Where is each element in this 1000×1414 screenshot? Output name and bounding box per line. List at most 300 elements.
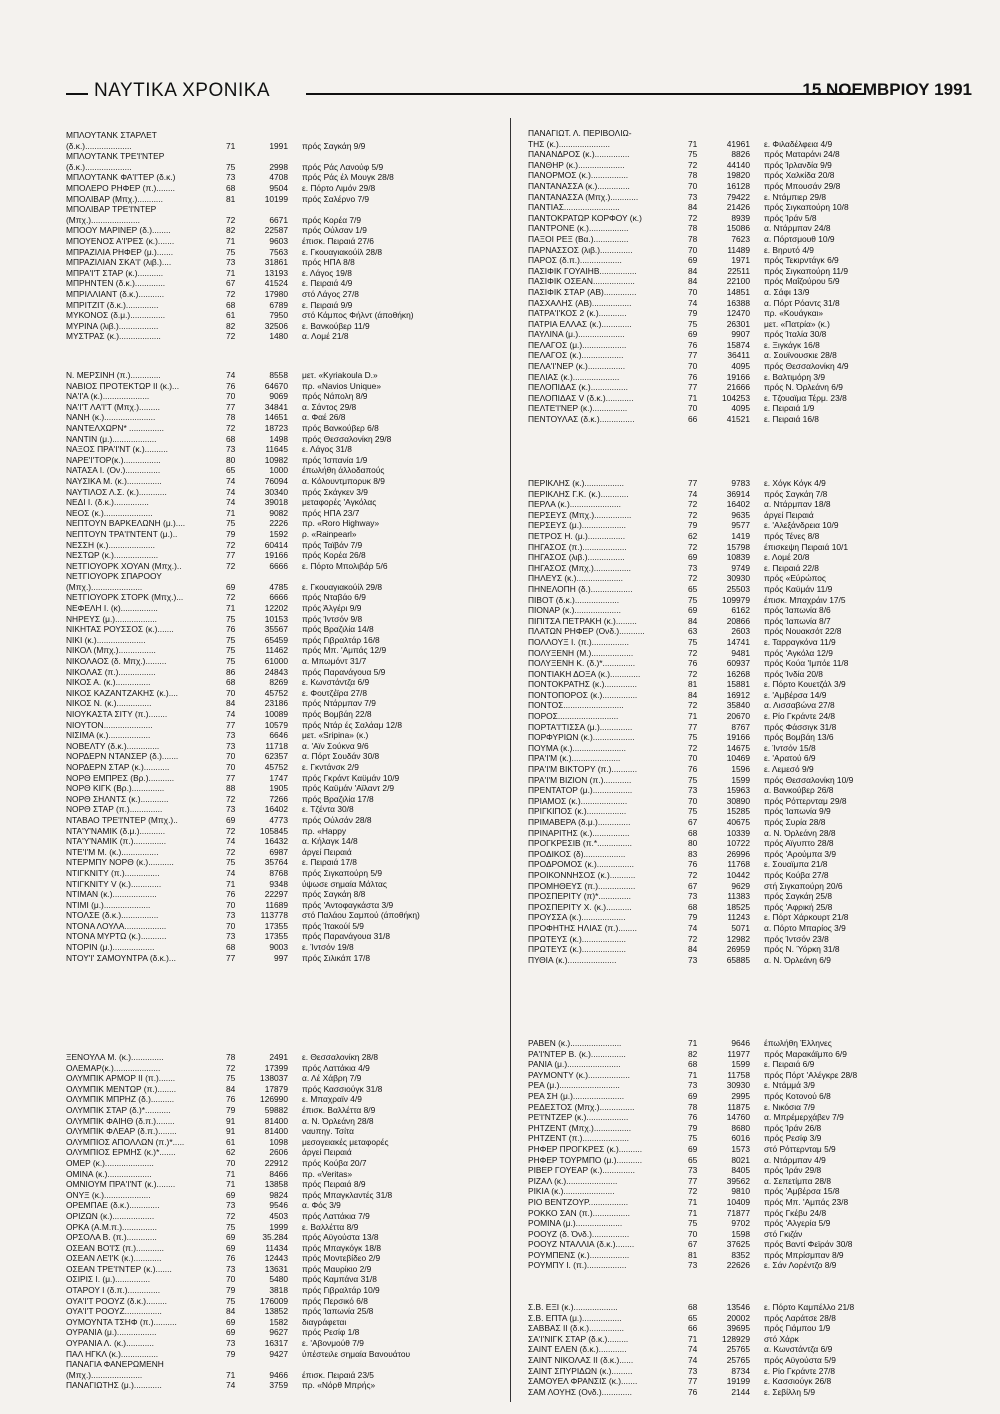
ship-name: ΝΤΕΡΜΠΥ ΝΟΡΘ (κ.)........... — [66, 857, 174, 868]
voyage-note: πρός Αϋγούστα 13/8 — [302, 1232, 379, 1243]
voyage-note: πρός Αϊγυπτο 28/8 — [764, 838, 834, 849]
tonnage: 3759 — [269, 1380, 288, 1391]
build-year: 74 — [226, 867, 236, 878]
tonnage: 6789 — [269, 299, 288, 310]
table-row — [66, 1211, 496, 1222]
voyage-note: α. 'Αϊν Σούκνα 9/6 — [302, 740, 369, 751]
build-year: 73 — [688, 891, 698, 902]
ship-name: ΝΑΞΟΣ ΠΡΑ'Ι'ΝΤ (κ.).......... — [66, 444, 168, 455]
tonnage: 11462 — [265, 645, 288, 656]
table-row — [66, 582, 496, 593]
voyage-note: ε. Γκντάνσκ 2/9 — [302, 761, 359, 772]
tonnage: 35764 — [264, 857, 288, 868]
ship-name: ΝΙΟΥΚΑΣΤΑ ΣΙΤΥ (π.)........ — [66, 709, 168, 719]
voyage-note: πρός Ν. Ύόρκη 31/8 — [764, 944, 840, 955]
ship-name: ΠΡΟΜΗΘΕΥΣ (π.)................ — [528, 880, 636, 891]
ship-name: ΣΑΙΝΤ ΝΙΚΟΛΑΣ ΙΙ (δ.κ.)...... — [528, 1354, 634, 1365]
section-pe-py — [528, 478, 958, 965]
table-row — [528, 658, 958, 669]
table-row — [66, 645, 496, 656]
tonnage: 60414 — [264, 539, 288, 550]
tonnage: 11383 — [727, 891, 750, 902]
ship-name: ΝΙΚΟΛ (Μπχ.)................ — [66, 645, 156, 656]
table-row — [66, 836, 496, 847]
ship-name: ΠΑΡΝΑΣΣΟΣ (λιβ.).............. — [528, 244, 633, 255]
build-year: 77 — [226, 550, 236, 561]
build-year: 70 — [688, 795, 698, 806]
voyage-note: πρός Ίσπανία 1/9 — [302, 454, 368, 465]
build-year: 71 — [688, 1038, 698, 1048]
build-year: 80 — [688, 838, 698, 849]
build-year: 74 — [688, 297, 698, 308]
tonnage: 9603 — [269, 235, 288, 246]
table-row — [528, 520, 958, 531]
table-row — [528, 626, 958, 637]
build-year: 81 — [226, 193, 236, 204]
build-year: 74 — [226, 709, 236, 719]
table-row — [528, 849, 958, 860]
table-row — [528, 648, 958, 659]
voyage-note: πρός Μοντεβίδεο 2/9 — [302, 1253, 381, 1264]
table-row — [528, 806, 958, 817]
tonnage: 4095 — [731, 403, 750, 414]
tonnage: 8768 — [269, 867, 288, 878]
build-year: 72 — [688, 159, 698, 170]
voyage-note: ε. Πειραιά 4/9 — [302, 278, 353, 289]
table-row — [66, 762, 496, 773]
table-row — [66, 391, 496, 402]
table-row — [528, 499, 958, 510]
tonnage: 15874 — [726, 339, 750, 350]
table-row — [528, 573, 958, 584]
table-row — [528, 1344, 958, 1355]
ship-name: ΝΕΣΣΗ (κ.).................... — [66, 539, 155, 550]
tonnage: 79422 — [726, 191, 750, 202]
build-year: 75 — [226, 518, 236, 529]
tonnage: 10839 — [726, 552, 750, 563]
voyage-note: α. Ν. Όρλεάνη 6/9 — [764, 954, 831, 965]
voyage-note: ύπέστειλε σημαία Βανουάτου — [302, 1348, 411, 1359]
tonnage: 9646 — [731, 1038, 750, 1048]
voyage-note: πρός Ούλσάν 28/8 — [302, 814, 372, 825]
table-row — [66, 381, 496, 392]
ship-name: ΠΑΡΟΣ (δ.π.).................. — [528, 255, 622, 266]
ship-name: ΠΡΑ'Ι'Μ (κ.)..................... — [528, 753, 621, 764]
ship-name: ΟΛΥΜΠΙΚ ΦΑΙΗΘ (δ.π.)........ — [66, 1115, 175, 1126]
table-row — [66, 540, 496, 551]
voyage-note: πρός Ματαράνι 24/8 — [764, 149, 840, 160]
tonnage: 7950 — [269, 310, 288, 321]
ship-name: ΟΡΚΑ (Α.Μ.π.)............... — [66, 1221, 157, 1232]
tonnage: 11434 — [265, 1242, 288, 1253]
ship-name: (Μπχ.)..................... — [66, 214, 140, 225]
tonnage: 11718 — [265, 740, 288, 751]
ship-name: ΠΗΛΕΥΣ (κ.).................... — [528, 573, 623, 584]
voyage-note: ε. Χόγκ Κόγκ 4/9 — [764, 478, 826, 488]
ship-name: ΝΤΑ'Υ'ΝΑΜΙΚ (δ.μ.)........... — [66, 825, 166, 836]
build-year: 77 — [688, 1175, 698, 1186]
table-row — [528, 1366, 958, 1377]
tonnage: 8734 — [731, 1365, 750, 1376]
table-row — [66, 236, 496, 247]
tonnage: 25765 — [726, 1354, 750, 1365]
table-row — [66, 529, 496, 540]
build-year: 75 — [688, 594, 698, 605]
table-row — [66, 465, 496, 476]
build-year: 62 — [688, 530, 698, 541]
ship-name: ΠΑΤΡΑ'Ι'ΚΟΣ 2 (κ.)............ — [528, 308, 627, 319]
build-year: 75 — [226, 634, 236, 645]
ship-name: ΠΑΣΧΑΛΗΣ (ΑΒ)................. — [528, 297, 632, 308]
ship-name: ΜΠΛΟΥΤΑΝΚ ΤΡΕ'Ι'ΝΤΕΡ — [66, 151, 165, 162]
tonnage: 22587 — [264, 225, 288, 236]
table-row — [528, 245, 958, 256]
table-row — [66, 225, 496, 236]
voyage-note: πρός Βομβάη 22/8 — [302, 709, 372, 719]
voyage-note: ε. Νικόσια 7/9 — [764, 1101, 815, 1112]
build-year: 69 — [226, 1327, 236, 1338]
table-row — [66, 257, 496, 268]
ship-name: ΟΡΣΟΛΑ Β. (π.)............. — [66, 1232, 157, 1243]
voyage-note: πρός Κορέα 7/9 — [302, 214, 362, 225]
tonnage: 4785 — [269, 581, 288, 592]
table-row — [528, 181, 958, 192]
ship-name: ΝΑΡΕ'Ι'ΤΟΡ(κ.)................ — [66, 454, 161, 465]
section-mp — [66, 130, 496, 342]
voyage-note: πρός Πόρτ 'Αλέγκρε 28/8 — [764, 1069, 858, 1080]
ship-name: ΟΛΥΜΠΙΚ ΦΛΕΑΡ (δ.π.)........ — [66, 1126, 177, 1137]
tonnage: 2603 — [731, 626, 750, 637]
ship-name: ΠΡΟΦΗΤΗΣ ΗΛΙΑΣ (π.)........ — [528, 922, 637, 933]
ship-name: ΝΙΚΟΣ Ν. (κ.)............... — [66, 698, 152, 709]
ship-name: ΝΙΚΗΤΑΣ ΡΟΥΣΣΟΣ (κ.)....... — [66, 624, 174, 635]
tonnage: 21426 — [726, 202, 750, 213]
voyage-note: α. Λομέ 21/8 — [302, 331, 349, 342]
tonnage: 2144 — [731, 1386, 750, 1397]
ship-name: ΝΕΤΓΙΟΥΟΡΚ ΣΤΟΡΚ (Μπχ.)... — [66, 592, 184, 603]
tonnage: 12470 — [726, 308, 750, 319]
ship-name: ΟΡΙΖΩΝ (κ.).................. — [66, 1210, 155, 1221]
table-row — [528, 1133, 958, 1144]
table-row — [528, 679, 958, 690]
ship-name: ΡΙΟ ΒΕΝΤΖΟΥΡ................. — [528, 1196, 629, 1207]
table-row — [528, 1176, 958, 1187]
build-year: 72 — [226, 592, 236, 603]
table-row — [528, 213, 958, 224]
voyage-note: πρός Γιβραλτάρ 10/9 — [302, 1285, 380, 1296]
table-row — [528, 1080, 958, 1091]
tonnage: 128929 — [722, 1333, 750, 1344]
tonnage: 9749 — [731, 562, 750, 573]
table-row — [66, 1190, 496, 1201]
table-row — [528, 1059, 958, 1070]
tonnage: 10982 — [264, 454, 288, 465]
build-year: 74 — [226, 1380, 236, 1391]
voyage-note: ε. Πειραιά 16/8 — [764, 414, 819, 425]
table-row — [528, 170, 958, 181]
voyage-note: πρός Νάπολη 8/9 — [302, 391, 368, 402]
tonnage: 15963 — [726, 785, 750, 796]
tonnage: 14760 — [726, 1112, 750, 1123]
table-row — [66, 592, 496, 603]
voyage-note: α. Ντάρμπαν 18/8 — [764, 499, 831, 510]
build-year: 84 — [226, 698, 236, 709]
voyage-note: ε. Πόρτο Κουετζάλ 3/9 — [764, 679, 846, 690]
tonnage: 12202 — [264, 603, 288, 614]
voyage-note: α. Κόλουντμπορυκ 8/9 — [302, 475, 385, 486]
table-row — [528, 1376, 958, 1387]
build-year: 75 — [226, 1073, 236, 1084]
voyage-note: ε. Πόρτο Καμπέλλο 21/8 — [764, 1302, 855, 1312]
voyage-note: πρός Κούβα 20/7 — [302, 1157, 367, 1168]
table-row — [66, 278, 496, 289]
tonnage: 39695 — [726, 1323, 750, 1334]
ship-name: ΠΥΘΙΑ (κ.)..................... — [528, 954, 617, 965]
build-year: 78 — [688, 233, 698, 244]
voyage-note: πρ. «Happy — [302, 825, 347, 836]
table-row — [528, 944, 958, 955]
ship-name: ΠΡΟΣΠΕΡΙΤΥ (π)*.............. — [528, 891, 631, 902]
build-year: 75 — [226, 1221, 236, 1232]
table-row — [66, 1200, 496, 1211]
build-year: 72 — [226, 214, 236, 225]
build-year: 73 — [688, 1165, 698, 1176]
header-rule-left — [66, 93, 88, 95]
ship-name: ΠΟΛΛΟΥΞ Ι. (π.)................ — [528, 636, 629, 647]
build-year: 65 — [688, 583, 698, 594]
build-year: 72 — [226, 331, 236, 342]
build-year: 74 — [226, 475, 236, 486]
table-row — [66, 423, 496, 434]
build-year: 70 — [688, 403, 698, 414]
tonnage: 16402 — [264, 804, 288, 815]
build-year: 75 — [688, 318, 698, 329]
build-year: 76 — [688, 764, 698, 775]
ship-name: ΡΟΟΥΖ ΝΤΑΛΛΙΑ (δ.κ.)........ — [528, 1239, 635, 1250]
ship-name: ΠΕΛΙΑΣ (κ.).................... — [528, 371, 620, 382]
table-row — [528, 139, 958, 150]
ship-name: ΠΑΝΟΡΜΟΣ (κ.)................ — [528, 170, 629, 181]
table-row — [528, 584, 958, 595]
build-year: 66 — [688, 1323, 698, 1334]
table-row — [528, 372, 958, 383]
build-year: 73 — [226, 740, 236, 751]
tonnage: 7266 — [269, 793, 288, 804]
table-row — [528, 478, 958, 489]
voyage-note: α. Ντάρμπαν 4/9 — [764, 1154, 826, 1165]
tonnage: 25503 — [726, 583, 750, 594]
build-year: 82 — [226, 225, 236, 236]
table-row — [528, 870, 958, 881]
tonnage: 176009 — [260, 1295, 288, 1306]
table-row — [528, 531, 958, 542]
section-r — [528, 1038, 958, 1271]
voyage-note: πρός Τένες 8/8 — [764, 530, 820, 541]
ship-name: ΠΡΙΑΜΟΣ (κ.).................... — [528, 795, 628, 806]
build-year: 73 — [688, 191, 698, 202]
build-year: 72 — [226, 793, 236, 804]
voyage-note: ε. Λεμεσό 9/9 — [764, 764, 814, 775]
table-row — [528, 775, 958, 786]
tonnage: 10469 — [726, 753, 750, 764]
build-year: 77 — [688, 350, 698, 361]
table-row — [66, 455, 496, 466]
voyage-note: ε. Σάν Λορέντζο 8/9 — [764, 1260, 837, 1271]
table-row — [528, 1144, 958, 1155]
voyage-note: ε. Πειραιά 9/9 — [302, 299, 353, 310]
build-year: 69 — [688, 552, 698, 563]
voyage-note: ναυπηγ. Τσίτα — [302, 1126, 354, 1137]
table-row — [66, 1285, 496, 1296]
table-row — [66, 1338, 496, 1349]
tonnage: 19166 — [264, 550, 288, 561]
table-row — [66, 141, 496, 152]
build-year: 72 — [226, 539, 236, 550]
voyage-note: πρός Ντάρ ές Σαλάαμ 12/8 — [302, 719, 403, 730]
tonnage: 1905 — [269, 783, 288, 794]
build-year: 62 — [226, 1147, 236, 1158]
voyage-note: πρός Μπ. 'Αμπάς 12/9 — [302, 645, 387, 656]
ship-name: ΠΕΛΑΓΟΣ (κ.).................. — [528, 350, 624, 361]
voyage-note: πρός Κορέα 26/8 — [302, 550, 366, 561]
voyage-note: ε. Ίντσόν 15/8 — [764, 742, 816, 753]
ship-name: ΝΕΤΓΙΟΥΟΡΚ ΣΠΑΡΟΟΥ — [66, 571, 162, 582]
table-row — [528, 1323, 958, 1334]
voyage-note: πρός Παρανάγουα 5/9 — [302, 666, 386, 677]
build-year: 71 — [226, 267, 236, 278]
tonnage: 23186 — [264, 698, 288, 709]
ship-name: ΝΙΚΟΛΑΟΣ (δ. Μπχ.)......... — [66, 656, 167, 667]
ship-name: ΝΟΡΘ ΣΤΑΡ (π.).............. — [66, 804, 163, 815]
voyage-note: πρός Μπουσάν 29/8 — [764, 180, 841, 191]
voyage-note: πρός Μπρίσμπαν 8/9 — [764, 1249, 844, 1260]
tonnage: 60937 — [726, 658, 750, 669]
build-year: 91 — [226, 1115, 236, 1126]
ship-name: ΝΕΤΓΙΟΥΟΡΚ ΧΟΥΑΝ (Μπχ.).. — [66, 560, 182, 571]
voyage-note: πρός Σαγκάη 7/8 — [764, 488, 828, 499]
table-row — [528, 266, 958, 277]
tonnage: 39018 — [264, 497, 288, 508]
voyage-note: πρός Βραζιλία 17/8 — [302, 793, 374, 804]
voyage-note: πρός Ρεσίφ 1/8 — [302, 1327, 360, 1338]
build-year: 69 — [688, 1090, 698, 1101]
tonnage: 10199 — [264, 193, 288, 204]
ship-name: ΟΥΑ'Ι'Τ ΡΟΟΥΖ (δ.κ.)......... — [66, 1295, 168, 1306]
build-year: 71 — [688, 392, 698, 403]
table-row — [66, 1274, 496, 1285]
build-year: 73 — [226, 1200, 236, 1211]
tonnage: 21666 — [726, 382, 750, 393]
table-row — [528, 234, 958, 245]
voyage-note: πρός Καϋμάν 11/9 — [764, 583, 833, 594]
table-row — [66, 656, 496, 667]
table-row — [528, 276, 958, 287]
table-row — [528, 489, 958, 500]
voyage-note: ε. Πειραιά 17/8 — [302, 857, 357, 868]
ship-name: ΝΤΑ'Υ'ΝΑΜΙΚ (π.).............. — [66, 836, 167, 847]
build-year: 75 — [688, 149, 698, 160]
build-year: 74 — [226, 836, 236, 847]
tonnage: 1573 — [731, 1143, 750, 1154]
table-row — [528, 319, 958, 330]
table-row — [528, 1250, 958, 1261]
build-year: 75 — [688, 732, 698, 743]
voyage-note: ε. Ρίο Γκράντε 27/8 — [764, 1365, 836, 1376]
table-row — [528, 128, 958, 139]
ship-name: ΠΕΛΟΠΙΔΑΣ V (δ.κ.)............ — [528, 392, 634, 403]
build-year: 88 — [226, 783, 236, 794]
voyage-note: ε. Λάγος 19/8 — [302, 267, 352, 278]
tonnage: 37625 — [726, 1239, 750, 1250]
tonnage: 1599 — [731, 1059, 750, 1070]
voyage-note: ε. Βαλτιμόρη 3/9 — [764, 371, 826, 382]
build-year: 72 — [688, 509, 698, 520]
voyage-note: μετ. «Πατρία» (κ.) — [764, 318, 830, 329]
ship-name: ΠΑΝΘΗΡ (κ.).................... — [528, 159, 625, 170]
tonnage: 1598 — [731, 1228, 750, 1239]
ship-name: ΠΗΓΑΣΟΣ (λιβ.)................ — [528, 552, 625, 563]
voyage-note: πρός Κούβα 27/8 — [764, 869, 829, 880]
tonnage: 8767 — [731, 721, 750, 732]
table-row — [528, 881, 958, 892]
voyage-note: πρ. «Veritas» — [302, 1168, 353, 1179]
table-row — [66, 1359, 496, 1370]
table-row — [66, 667, 496, 678]
build-year: 76 — [226, 624, 236, 635]
ship-name: ΟΛΥΜΠΙΟΣ ΕΡΜΗΣ (κ.)*....... — [66, 1147, 176, 1158]
table-row — [66, 476, 496, 487]
ship-name: ΠΑΣΙΦΙΚ ΓΟΥΑΙΗΒ................ — [528, 265, 637, 276]
ship-name: ΡΟΜΙΝΑ (μ.).................... — [528, 1218, 623, 1229]
tonnage: 26959 — [726, 944, 750, 955]
tonnage: 6666 — [269, 560, 288, 571]
ship-name: ΠΟΝΤΟΣ.......................... — [528, 700, 624, 711]
tonnage: 11768 — [727, 859, 750, 870]
tonnage: 1971 — [731, 255, 750, 266]
ship-name: ΡΟΟΥΖ (δ. Όνδ.)................ — [528, 1228, 630, 1239]
ship-name: ΠΟΡΟΣ.......................... — [528, 711, 619, 722]
tonnage: 26301 — [726, 318, 750, 329]
voyage-note: πρός «Εύρώπος — [764, 573, 826, 584]
ship-name: ΡΗΤΖΕΝΤ (Μπχ.)................ — [528, 1122, 632, 1133]
build-year: 68 — [226, 433, 236, 444]
tonnage: 10579 — [264, 719, 288, 730]
build-year: 84 — [226, 1306, 236, 1317]
voyage-note: πρός 'Αρούμπα 3/9 — [764, 848, 837, 859]
tonnage: 8405 — [731, 1165, 750, 1176]
table-row — [66, 300, 496, 311]
tonnage: 1596 — [731, 764, 750, 775]
tonnage: 9824 — [269, 1189, 288, 1200]
tonnage: 9577 — [731, 520, 750, 531]
table-row — [528, 287, 958, 298]
build-year: 72 — [688, 212, 698, 223]
build-year: 70 — [226, 391, 236, 402]
voyage-note: ε. Ξιγκάγκ 16/8 — [764, 339, 820, 350]
ship-name: ΠΑΝΤΡΟΝΕ (κ.)................. — [528, 223, 629, 234]
voyage-note: πρός Θεσσαλονίκη 10/9 — [764, 774, 854, 785]
ship-name: ΠΕΛΑ'Ι'ΝΕΡ (κ.)................ — [528, 361, 626, 372]
voyage-note: πρ. «Navios Unique» — [302, 380, 381, 391]
build-year: 70 — [226, 761, 236, 772]
ship-name: (Μπχ.)...................... — [66, 581, 143, 592]
build-year: 71 — [688, 138, 698, 149]
build-year: 70 — [226, 920, 236, 931]
table-row — [528, 764, 958, 775]
ship-name: ΝΤΙΜΑΝ (κ.)................... — [66, 889, 157, 900]
voyage-note: ε. Τζέντα 30/8 — [302, 804, 354, 815]
voyage-note: πρ. «Κουάγκαι» — [764, 308, 824, 319]
